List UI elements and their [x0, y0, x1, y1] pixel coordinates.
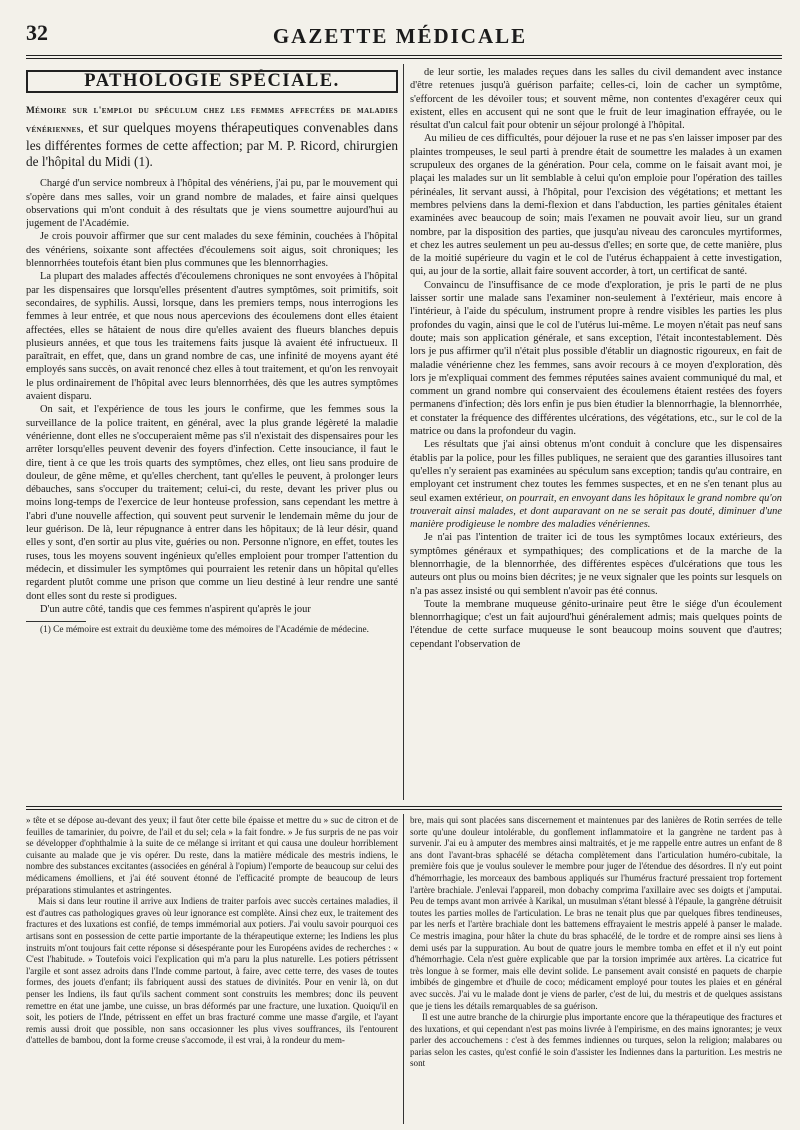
right-column [410, 66, 782, 798]
paragraph [410, 438, 782, 531]
column-divider [403, 64, 404, 800]
page-number: 32 [26, 20, 48, 45]
paragraph: Je crois pouvoir affirmer que sur cent malades du sexe féminin, couchées à l'hôpital des vénériens, soixante sont affectées d'écoulemens soit aigus, soit chroniques; les blennorrhées toutefois étant bien plus communes que les blennorrhagies. [26, 231, 398, 270]
paragraph: » tête et se dépose au-devant des yeux; il faut ôter cette bile épaisse et mettre du » suc de citron et de feuilles de tamarinier, du poivre, de l'ail et du sel; cela » la fait fondre. » Je fus surpris de ne pas voir se développer d'ophthalmie à la suite de ce mélange si irritant et qui causa une douleur horriblement cuisante au malade que je vis opérer. Du reste, dans la matière médicale des mestris indiens, le nombre des substances excitantes (associées en général à l'opium) l'emporte de beaucoup sur celui des médicamens émolliens, et j'ai été souvent étonné de l'efficacité prompte de beaucoup de leurs préparations stimulantes et astringentes. [26, 815, 398, 895]
section-title: PATHOLOGIE SPÉCIALE. [26, 70, 398, 93]
italic-emphasis: on pourrait, en envoyant dans les hôpitaux le grand nombre qu'on trouverait ainsi malades, et dont auparavant on ne se serait pas douté, diminuer d'une manière prodigieuse le nombre des maladies vénériennes. [410, 492, 782, 531]
paragraph: La plupart des malades affectés d'écoulemens chroniques ne sont envoyées à l'hôpital par les dispensaires que lorsqu'elles présentent d'autres symptômes, soit primitifs, soit secondaires, de syphilis. Aussi, lorsque, dans les premiers temps, nous interrogions les femmes à leur entrée, et que nous nous apercevions des écoulemens dont elles étaient affectées, elles se hâtaient de nous dire qu'elles avaient des flueurs blanches depuis plusieurs années, et que tous les traitemens faits jusque là avaient été infructueux. Il paraîtrait, en effet, que, dans un grand nombre de cas, une infinité de moyens ayant été employés sans succès, on avait renoncé chez elles à tout traitement, et qu'on les renvoyait le plus ordinairement de l'hôpital avec leurs blennorrhées, dès que les autres symptômes avaient disparu. [26, 271, 398, 403]
section-divider [26, 806, 782, 807]
paragraph: bre, mais qui sont placées sans discernement et maintenues par des lanières de Rotin serrées de telle sorte qu'une douleur intolérable, du gonflement inflammatoire et la gangrène ne tardent pas à survenir. J'ai eu à amputer des membres ainsi maltraités, et je me rappelle entre autres un enfant de 8 ans dont l'avant-bras sphacélé se détacha complètement dans l'articulation huméro-cubitale, la première fois que je voulus soulever le membre pour juger de l'étendue des désordres. Il n'y eut point d'hémorrhagie, les morceaux des bambous appliqués sur l'humérus fracturé pressaient trop fortement l'artère brachiale. J'enlevai l'appareil, mon dobachy comprima l'axillaire avec ses doigts et j'amputai. Peu de temps avant mon arrivée à Karikal, un musulman s'étant blessé à l'épaule, la gangrène détruisit toutes les parties molles de l'articulation. Le bras ne tenait plus que par quelques fibres tendineuses, par les nerfs et l'artère brachiale dont les battemens effrayaient le mestris appelé à panser le malade. Ce mestris imagina, pour hâter la chute du bras sphacélé, de le tordre et de rompre ainsi ses liens à demi usés par la suppuration. Au bout de quatre jours le membre tomba en effet et il n'y eut point d'hémorrhagie. Cela n'est guère explicable que par la torsion imprimée aux artères. La cicatrice fut très longue à se former, mais elle devint solide. Le pansement avait consisté en paquets de charpie imbibés de gingembre et d'huile de coco; médicament employé pour toutes les plaies et en général avec succès. J'ai vu le malade dont je viens de parler, c'est de lui, du mestris et de quelques assistans que je tiens les détails remarquables de sa guérison. [410, 815, 782, 1011]
header-rule [26, 55, 782, 56]
header-rule-thin [26, 58, 782, 59]
journal-title: GAZETTE MÉDICALE [272, 24, 528, 48]
memoir-title [26, 101, 398, 169]
paragraph: Au milieu de ces difficultés, pour déjouer la ruse et ne pas s'en laisser imposer par des plaintes trompeuses, le seul parti à prendre était de soumettre les malades à un examen scrupuleux des organes de la génération. Pour cela, comme on le faisait avant moi, je plaçai les malades sur un lit semblable à celui qu'on emploie pour l'opération des tailles périnéales, lit servant aussi, à l'hôpital, pour l'excision des végétations; et mettant les membres pelviens dans la demi-flexion et dans l'abduction, les parties génitales étaient examinées avec beaucoup de soin; mais l'examen ne pouvait avoir lieu, sur un grand nombre, par la disposition des parties, que jusqu'au niveau des caroncules myrtiformes, et chez les autres seulement un peu au-dessus d'elles; en sorte que, de cette manière, plus de la moitié supérieure du vagin et le col de l'utérus échappaient à cette investigation, qui, au jour de la sortie, allait faire souvent accorder, à tort, un certificat de santé. [410, 133, 782, 278]
paragraph: On sait, et l'expérience de tous les jours le confirme, que les femmes sous la surveillance de la police traitent, en général, avec la plus grande légèreté la maladie vénérienne, dont elles ne s'occuperaient même pas s'il n'existait des dispensaires pour les arrêter lorsqu'elles peuvent devenir des foyers d'infection. Cette insouciance, il faut le dire, tient à ce que les trois quarts des symptômes, chez elles, ont lieu sans produire de douleur, de gêne même, et qu'elles cherchent, tant qu'elles le peuvent, à prolonger leurs débauches, sans s'occuper du traitement; celui-ci, du reste, devant les priver plus ou moins long-temps de l'exercice de leur honteuse profession, sans cependant les mettre à l'abri d'une nouvelle affection, qui souvent peut survenir le lendemain même du jour de leur guérison. De là, leur répugnance à entrer dans les hôpitaux; de là leur désir, quand elles y sont, d'en sortir au plus vite, guéries ou non. Personne n'ignore, en effet, toutes les ruses, tous les moyens souvent ingénieux qu'elles emploient pour tromper l'attention du médecin, et dissimuler les symptômes qui pourraient les retenir dans un hôpital qu'elles regardent plutôt comme une prison que comme un lieu destiné à leur rendre une santé dont elles sont du reste si prodigues. [26, 404, 398, 602]
paragraph: D'un autre côté, tandis que ces femmes n'aspirent qu'après le jour [40, 603, 311, 615]
paragraph: Convaincu de l'insuffisance de ce mode d'exploration, je pris le parti de ne plus laisser sortir une malade sans l'examiner non-seulement à l'extérieur, mais encore à l'intérieur, à l'aide du spéculum, instrument propre à rendre visibles les parties les plus profondes du vagin, ainsi que le col de l'utérus lui-même. Le moyen n'était pas neuf sans doute; mais son application générale, et sans exception, l'était incontestablement. Dès lors je pus affirmer qu'il n'était plus possible d'établir un diagnostic rigoureux, en fait de maladie vénérienne chez les femmes, sans avoir recours à ce moyen d'exploration, dès lors je m'expliquai comment des femmes réputées saines avaient communiqué du mal, et comment un grand nombre qui conservaient des écoulemens étaient restées des foyers permanens d'infection; dès lors enfin je pus bien étudier la blennorrhagie, la blennorrhée, et constater la fréquence des différentes ulcérations, des végétations, etc., sur le col de la matrice ou dans la profondeur du vagin. [410, 279, 782, 438]
lower-left-column [26, 815, 398, 1123]
lower-right-column [410, 815, 782, 1123]
lower-column-divider [403, 814, 404, 1124]
paragraph: Mais si dans leur routine il arrive aux Indiens de traiter parfois avec succès certaines maladies, il est d'autres cas pathologiques graves où leur ignorance est complète. Ainsi chez eux, le traitement des fractures et des luxations est confié, de temps immémorial aux potiers. J'ai voulu savoir pourquoi ces artisans sont en possession de cette partie importante de la thérapeutique externe; les Indiens les plus instruits m'ont toujours fait cette réponse si désespérante pour les Européens avides de recherches : « C'est l'habitude. » Toutefois voici l'explication qui m'a paru la plus naturelle. Les potiers pétrissent l'argile et sont assez adroits dans l'Inde comme partout, à faire, avec cette terre, des vases de toutes formes, des jouets d'enfant; ils fabriquent aussi des statues de divinités. Pour en venir là, on dut penser les Indiens, ils faut qu'ils sachent comment sont construits les membres; donc ils peuvent remettre en état une jambe, une cuisse, un bras déformés par une fracture, une luxation. Quoiqu'il en soit, les potiers de l'Inde, pétrissent en effet un bras fracturé comme une masse d'argile, et l'ayant remis aussi droit que possible, non sans occasionner les plus vives souffrances, ils l'entourent d'attelles de bambou, dont la forme creuse s'accomode, il est vrai, à la rondeur du mem- [26, 896, 398, 1046]
paragraph: Je n'ai pas l'intention de traiter ici de tous les symptômes locaux extérieurs, des symptômes généraux et sympathiques; des complications et de la marche de la blennorrhagie, de la blennorrhée, des différentes espèces d'ulcérations que tous les auteurs ont plus ou moins bien décrites; je ne veux signaler que les points sur lesquels on n'a pas assez insisté ou qui semblent n'avoir pas été connus. [410, 532, 782, 597]
memoir-title-caps: Mémoire sur l'emploi du spéculum chez les femmes affectées de maladies vénériennes, [26, 106, 398, 135]
footnote: (1) Ce mémoire est extrait du deuxième tome des mémoires de l'Académie de médecine. [40, 625, 370, 636]
memoir-title-rest: et sur quelques moyens thérapeutiques convenables dans les différentes formes de cette affection; par M. P. Ricord, chirurgien de l'hôpital du Midi (1). [26, 119, 398, 169]
paragraph: Il est une autre branche de la chirurgie plus importante encore que la thérapeutique des fractures et des luxations, et qui cependant n'est pas moins livrée à l'empirisme, en des mains ignorantes; je veux parler des accouchemens : c'est à des femmes indiennes ou turques, selon la religion; malabares ou parias selon les castes, qu'est confié le soin d'assister les Indiennes dans la parturition. Les mestris ne sont [410, 1012, 782, 1069]
left-column [26, 66, 398, 798]
paragraph: Chargé d'un service nombreux à l'hôpital des vénériens, j'ai pu, par le mouvement qui s'opère dans mes salles, voir un grand nombre de malades, et faire ainsi quelques observations qui m'ont conduit à des résultats que je viens soumettre aujourd'hui au jugement de l'Académie. [26, 178, 398, 230]
paragraph: de leur sortie, les malades reçues dans les salles du civil demandent avec instance d'être retenues jusqu'à guérison parfaite; celles-ci, loin de cacher un symptôme, s'efforcent de les dévoiler tous; et souvent même, non contentes d'exagérer ceux qui existent, elles en accusent qui ne sont que le fruit de leur imagination effrayée, ou le résultat d'un calcul fait pour obtenir un séjour prolongé à l'hôpital. [410, 67, 782, 132]
section-divider-thin [26, 809, 782, 810]
paragraph: Toute la membrane muqueuse génito-urinaire peut être le siége d'un écoulement blennorrhagique; c'est un fait aujourd'hui généralement admis; mais quelques points de l'étendue de cette surface muqueuse le sont beaucoup moins souvent que d'autres; cependant l'observation de [410, 598, 782, 650]
paragraph-text: Les résultats que j'ai ainsi obtenus m'ont conduit à conclure que les dispensaires établis par la police, pour les filles publiques, ne seraient que des garanties illusoires tant qu'elles n'y seraient pas examinées au spéculum sans exception; tandis qu'au contraire, en employant cet instrument chez toutes les femmes suspectes, et en ne s'en tenant plus au seul examen extérieur, [410, 439, 782, 504]
footnote-rule [26, 621, 86, 622]
